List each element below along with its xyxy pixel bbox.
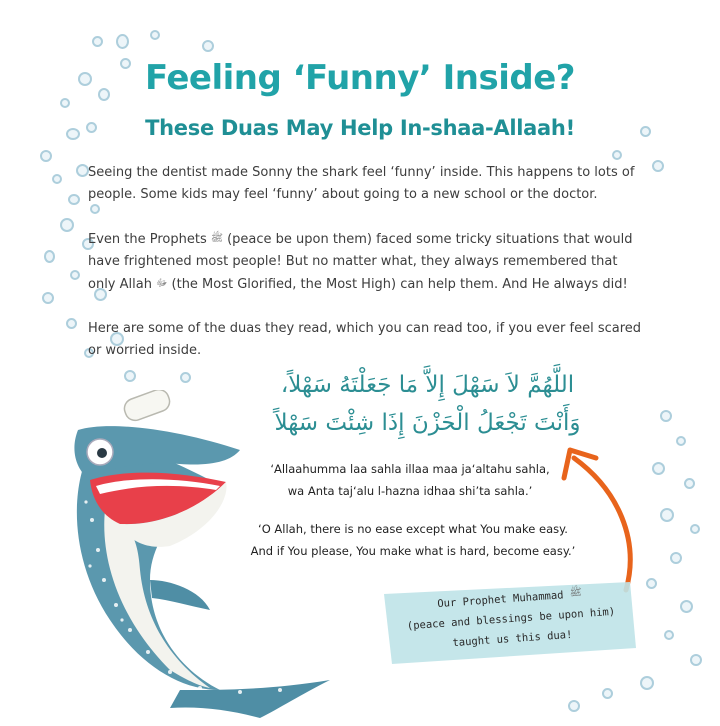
bubble [652,160,664,172]
prophets-paragraph-part3: (the Most Glorified, the Most High) can help them. And He always did! [167,277,628,292]
bubble [690,524,700,534]
intro-paragraph: Seeing the dentist made Sonny the shark feel ‘funny’ inside. This happens to lots of people. Some kids may feel ‘funny’ about going to a new school or the doctor. [88,165,635,202]
bubble [568,700,580,712]
bubble [92,36,103,47]
bubble [150,30,160,40]
transliteration-line: wa Anta taj‘alu l-hazna idhaa shi’ta sahla.’ [287,484,533,498]
translation-line: ‘O Allah, there is no ease except what You make easy. [258,522,568,536]
bubble [116,34,129,49]
bubble [68,194,80,205]
prophets-paragraph-part1: Even the Prophets [88,232,207,247]
arabic-dua-line: وَأَنْتَ تَجْعَلُ الْحَزْنَ إِذَا شِئْتَ سَهْلاً [274,410,581,436]
note-line: taught us this dua! [452,628,573,650]
bubble [690,654,702,666]
prophets-paragraph [88,228,648,296]
honorific-symbol: ﷺ [210,233,223,244]
bubble [660,508,674,522]
arabic-dua-line: اللَّهُمَّ لاَ سَهْلَ إِلاَّ مَا جَعَلْتَهُ سَهْلاً، [280,372,575,398]
bubble [66,318,77,329]
bubble [670,552,682,564]
bubble [42,292,54,304]
bubble [70,270,80,280]
bubble [676,436,686,446]
shark-illustration [30,390,340,720]
bubble [612,150,622,160]
bubble [40,150,52,162]
bubble [602,688,613,699]
bubble [180,372,191,383]
bubble [124,370,136,382]
bubble [60,218,74,232]
arrow-icon [548,430,648,600]
prophets-paragraph-part2: (peace be upon them) faced some tricky situations that would have frightened most people! But no matter what, they always remembered that only Allah [88,232,633,292]
transliteration-line: ‘Allaahumma laa sahla illaa maa ja‘altahu sahla, [270,462,550,476]
bubble [640,676,654,690]
bubble [52,174,62,184]
bubble [664,630,674,640]
duas-paragraph: Here are some of the duas they read, which you can read too, if you ever feel scared or worried inside. [88,321,642,358]
translation-line: And if You please, You make what is hard, become easy.’ [250,544,576,558]
bubble [60,98,70,108]
bubble [44,250,55,263]
bubble [202,40,214,52]
note-line: (peace and blessings be upon him) [406,605,616,633]
bubble [680,600,693,613]
page-title: Feeling ‘Funny’ Inside? [144,58,575,98]
honorific-symbol: ﷺ [569,587,583,599]
page-subtitle: These Duas May Help In-shaa-Allaah! [145,116,575,140]
bubble [660,410,672,422]
bubble [652,462,665,475]
bubble [684,478,695,489]
honorific-symbol: ﷻ [156,278,168,289]
note-line-text: Our Prophet Muhammad [436,589,564,611]
